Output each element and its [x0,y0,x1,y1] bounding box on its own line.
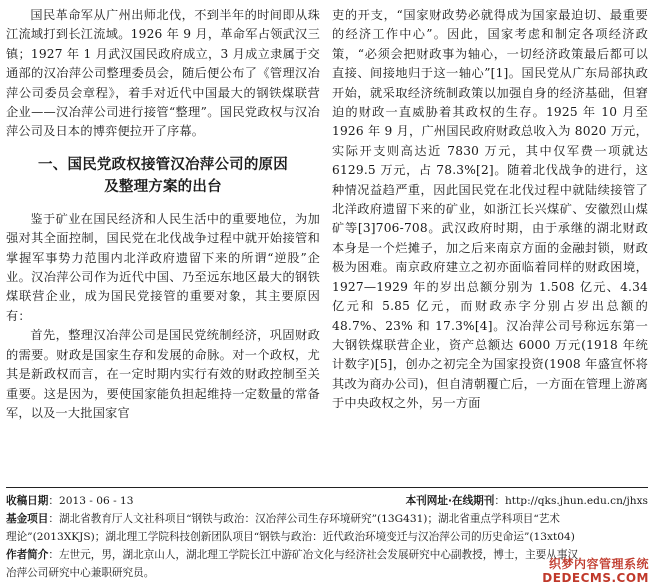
footnote-received-row [6,492,648,510]
fund-text-1: ：湖北省教育厅人文社科项目“钢铁与政治：汉冶萍公司生存环境研究”(13G431)；湖北省重点学科项目“艺术 [48,513,560,525]
footnote-divider [6,487,648,488]
left-column [6,6,320,423]
section-heading-line2: 及整理方案的出台 [104,178,222,195]
site-link[interactable]: ：http://qks.jhun.edu.cn/jhxs [494,495,648,507]
received-date [6,492,134,510]
received-label: 收稿日期 [6,495,49,507]
watermark-line1: 织梦内容管理系统 [548,557,649,571]
journal-site [406,492,648,510]
author-label: 作者简介 [6,549,49,561]
author-text-1: ：左世元，男，湖北京山人，湖北理工学院长江中游矿冶文化与经济社会发展研究中心副教授，博士，主要从事汉 [48,549,579,561]
author-line-2: 冶萍公司研究中心兼职研究员。 [6,567,155,579]
fund-line-2: 理论”(2013XKJS)；湖北理工学院科技创新团队项目“钢铁与政治：近代政治环境变迁与汉冶萍公司的历史命运”(13xt04) [6,531,575,543]
right-column [332,6,648,414]
fund-label: 基金项目 [6,513,49,525]
paragraph-reasons: 鉴于矿业在国民经济和人民生活中的重要地位，为加强对其全面控制，国民党在北伐战争过程中就开始接管和掌握军事势力范围内北洋政府遗留下来的所谓“逆股”企业。汉冶萍公司作为近代中国、乃至远东地区最大的钢铁煤联营企业，成为国民党接管的重要对象，其主要原因有： [6,211,320,323]
paragraph-intro: 国民革命军从广州出师北伐，不到半年的时间即从珠江流域打到长江流域。1926 年 9 月，革命军占领武汉三镇；1927 年 1 月武汉国民政府成立，3 月成立隶属于交通部的汉冶萍公司整理委员会，随后便公布了《管理汉冶萍公司委员会章程》，着手对近代中国最大的钢铁煤联营企业——汉冶萍公司进行接管“整理”。国民党政权与汉冶萍公司及日本的博弈便拉开了序幕。 [6,8,320,139]
watermark-line2: DEDECMS.COM [542,571,649,585]
watermark [542,557,649,585]
section-heading [6,154,320,198]
site-label: 本刊网址·在线期刊 [405,495,495,507]
received-value: ：2013 - 06 - 13 [48,495,134,507]
fund-line-1 [6,510,648,528]
paragraph-finance: 首先，整理汉冶萍公司是国民党统制经济，巩固财政的需要。财政是国家生存和发展的命脉。对一个政权，尤其是新政权而言，在一定时期内实行有效的财政控制至关重要。这是因为，要使国家能负担起维持一定数量的常备军，以及一大批国家官 [6,328,320,420]
paragraph-finance-continued: 吏的开支，“国家财政势必就得成为国家最迫切、最重要的经济工作中心”。因此，国家考虑和制定各项经济政策，“必须会把财政事为轴心，一切经济政策最后都可以直接、间接地归于这一轴心”[1]。国民党从广东局部执政开始，就采取经济统制政策以加强自身的经济基础，但窘迫的财政一直威胁着其政权的生存。1925 年 10 月至 1926 年 9 月，广州国民政府财政总收入为 8020 万元，实际开支则高达近 7830 万元，其中仅军费一项就达 6129.5 万元，占 78.3%[2]。随着北伐战争的进行，这种情况益趋严重，因此国民党在北伐过程中就陆续接管了北洋政府遗留下来的矿业，如浙江长兴煤矿、安徽烈山煤矿等[3]706-708。武汉政府时期，由于承继的湖北财政本身是一个烂摊子，加之后来南京方面的金融封锁，财政极为困难。南京政府建立之初亦面临着同样的财政困境，1927—1929 年的岁出总额分别为 1.508 亿元、4.34 亿元和 5.85 亿元，而财政赤字分别占岁出总额的 48.7%、23% 和 17.3%[4]。汉冶萍公司号称远东第一大钢铁煤联营企业，资产总额达 6000 万元(1918 年统计数字)[5]，创办之初完全为国家投资(1908 年盛宣怀将其改为商办公司)，但自清朝覆亡后，一方面在管理上游离于中央政权之外，另一方面 [332,8,648,411]
section-heading-line1: 一、国民党政权接管汉冶萍公司的原因 [38,156,288,173]
